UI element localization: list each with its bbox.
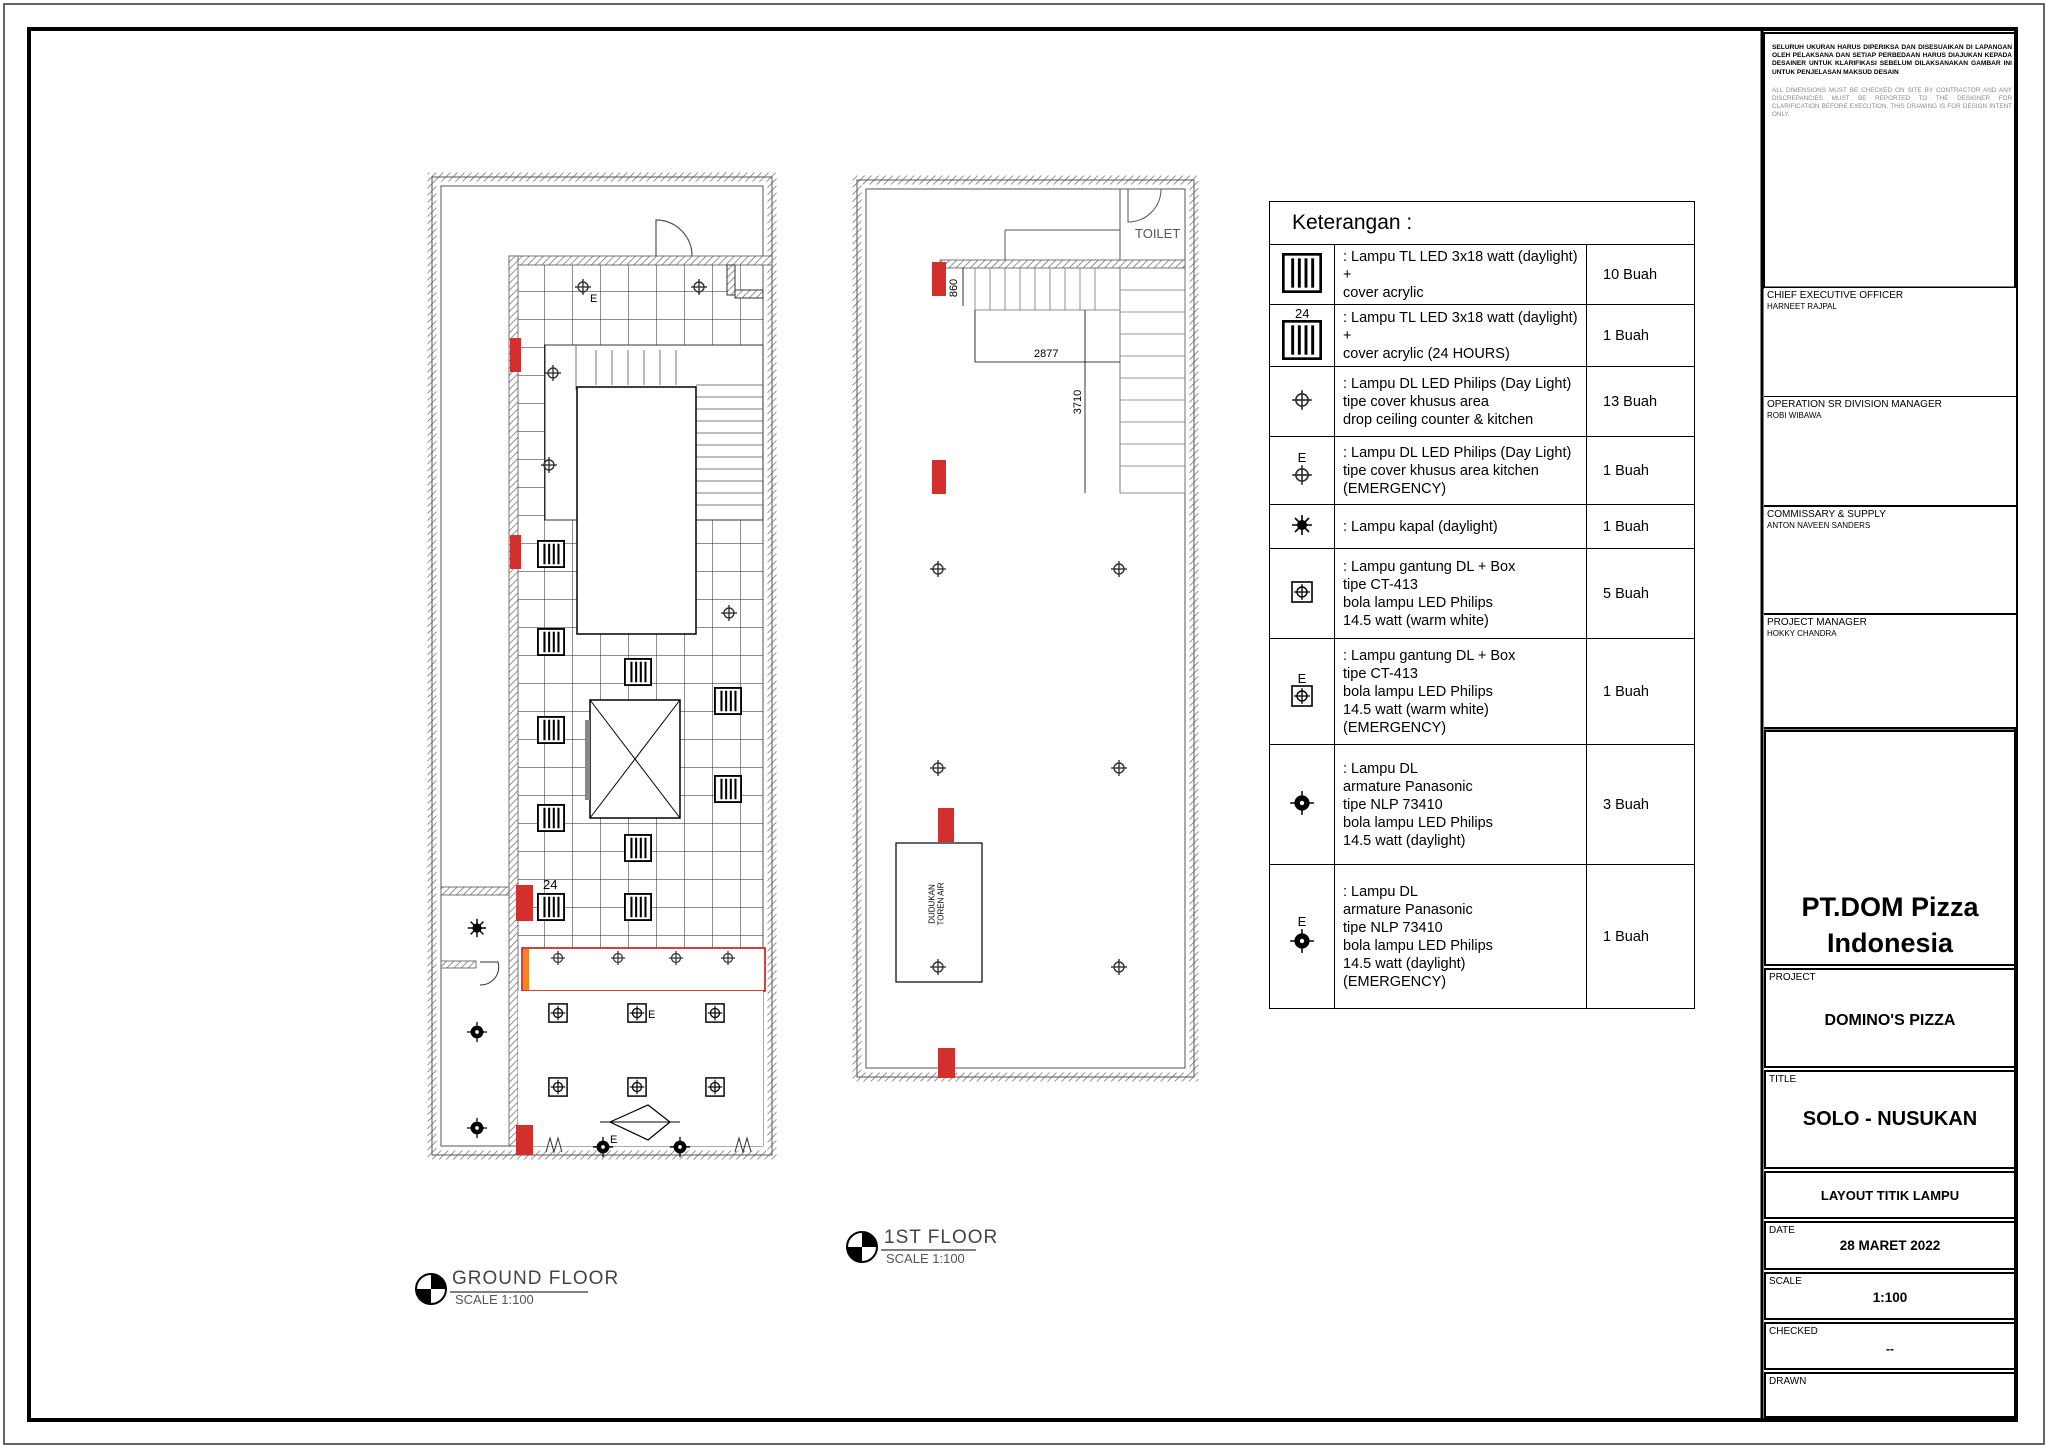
legend-description: : Lampu DL armature Panasonic tipe NLP 73410 bola lampu LED Philips 14.5 watt (daylight)	[1335, 745, 1587, 865]
legend-quantity: 1 Buah	[1587, 639, 1695, 745]
svg-text:24: 24	[543, 877, 558, 892]
pm-name: HOKKY CHANDRA	[1767, 629, 1837, 638]
legend-description: : Lampu gantung DL + Box tipe CT-413 bola lampu LED Philips 14.5 watt (warm white) (EMERGENCY)	[1335, 639, 1587, 745]
legend-marker: E	[1297, 670, 1307, 686]
first-floor-title: 1ST FLOOR	[884, 1227, 999, 1248]
checked-cell	[1764, 1322, 2016, 1370]
legend-icon-cell	[1270, 639, 1335, 745]
panasonic-dl-icon	[1289, 804, 1315, 820]
ceo-cell	[1764, 288, 2016, 396]
legend-description: : Lampu kapal (daylight)	[1335, 505, 1587, 549]
scale-value: 1:100	[1872, 1290, 1908, 1305]
legend-row	[1270, 549, 1695, 639]
legend-description: : Lampu DL LED Philips (Day Light) tipe cover khusus area kitchen (EMERGENCY)	[1335, 437, 1587, 505]
drawn-caption: DRAWN	[1769, 1376, 1807, 1387]
title-value: SOLO - NUSUKAN	[1802, 1108, 1978, 1130]
company-name: PT.DOM Pizza	[1801, 892, 1979, 922]
legend-icon-cell	[1270, 745, 1335, 865]
date-value: 28 MARET 2022	[1839, 1238, 1941, 1253]
dim-3710: 3710	[1072, 389, 1085, 415]
legend-icon-cell	[1270, 245, 1335, 305]
title-cell	[1764, 1070, 2016, 1169]
legend-table	[1269, 201, 1695, 1009]
legend-icon-cell	[1270, 367, 1335, 437]
ground-floor-scale: SCALE 1:100	[455, 1292, 534, 1307]
legend-icon-cell	[1270, 505, 1335, 549]
legend-icon-cell	[1270, 549, 1335, 639]
project-caption: PROJECT	[1769, 972, 1816, 983]
pendant-box-icon	[1291, 695, 1313, 711]
general-notes: SELURUH UKURAN HARUS DIPERIKSA DAN DISESUAIKAN DI LAPANGAN OLEH PELAKSANA DAN SETIAP PERBEDAAN HARUS DIAJUKAN KEPADA DESAINER UNTUK KLARIFIKASI SEBELUM DILAKSANAKAN GAMBAR INI UNTUK PENJELASAN MAKSUD DESAIN	[1772, 44, 2012, 76]
company-country: Indonesia	[1826, 928, 1954, 958]
legend-icon-cell	[1270, 865, 1335, 1009]
legend-quantity: 13 Buah	[1587, 367, 1695, 437]
pm-caption: PROJECT MANAGER	[1767, 617, 1867, 628]
legend-quantity: 10 Buah	[1587, 245, 1695, 305]
pendant-box-icon	[1291, 591, 1313, 607]
dim-2877: 2877	[1034, 348, 1059, 360]
legend-row	[1270, 245, 1695, 305]
legend-description: : Lampu TL LED 3x18 watt (daylight) + cover acrylic	[1335, 245, 1587, 305]
legend-quantity: 1 Buah	[1587, 505, 1695, 549]
first-floor-scale: SCALE 1:100	[886, 1251, 965, 1266]
ground-floor-plan	[432, 177, 772, 1157]
tl-led-icon	[1282, 348, 1322, 364]
ground-floor-title: GROUND FLOOR	[452, 1268, 620, 1289]
scale-cell	[1764, 1272, 2016, 1320]
checked-value: --	[1886, 1342, 1894, 1356]
sheet-name-cell	[1764, 1171, 2016, 1219]
legend-marker: E	[1297, 449, 1307, 465]
legend-row	[1270, 305, 1695, 367]
legend-row	[1270, 367, 1695, 437]
legend-rows	[1270, 245, 1695, 1009]
water-tank-label: DUDUKAN TOREN AIR	[927, 882, 946, 926]
toilet-label: TOILET	[1135, 226, 1181, 241]
dim-860: 860	[948, 278, 961, 298]
legend-icon-cell	[1270, 437, 1335, 505]
legend-description: : Lampu DL armature Panasonic tipe NLP 73410 bola lampu LED Philips 14.5 watt (daylight) (EMERGENCY)	[1335, 865, 1587, 1009]
legend-quantity: 1 Buah	[1587, 437, 1695, 505]
project-cell	[1764, 968, 2016, 1068]
legend-row	[1270, 639, 1695, 745]
ceo-name: HARNEET RAJPAL	[1767, 302, 1837, 311]
legend-quantity: 3 Buah	[1587, 745, 1695, 865]
legend-quantity: 1 Buah	[1587, 865, 1695, 1009]
osdm-caption: OPERATION SR DIVISION MANAGER	[1767, 399, 1942, 410]
company-cell	[1764, 730, 2016, 966]
legend-quantity: 5 Buah	[1587, 549, 1695, 639]
legend-row	[1270, 865, 1695, 1009]
first-floor-plan	[857, 180, 1194, 1078]
legend-marker: 24	[1295, 305, 1310, 321]
title-caption: TITLE	[1769, 1074, 1797, 1085]
date-caption: DATE	[1769, 1225, 1795, 1236]
svg-text:E: E	[610, 1134, 618, 1146]
tl-led-icon	[1282, 281, 1322, 297]
legend-description: : Lampu gantung DL + Box tipe CT-413 bola lampu LED Philips 14.5 watt (warm white)	[1335, 549, 1587, 639]
legend-title: Keterangan :	[1270, 202, 1695, 245]
ceo-caption: CHIEF EXECUTIVE OFFICER	[1767, 290, 1904, 301]
date-cell	[1764, 1221, 2016, 1270]
legend-marker: E	[1297, 913, 1307, 929]
panasonic-dl-icon	[1289, 942, 1315, 958]
pm-cell	[1764, 615, 2016, 727]
legend-quantity: 1 Buah	[1587, 305, 1695, 367]
scale-caption: SCALE	[1769, 1276, 1802, 1287]
osdm-cell	[1764, 397, 2016, 505]
commissary-caption: COMMISSARY & SUPPLY	[1767, 509, 1886, 520]
svg-text:E: E	[590, 293, 598, 305]
drawn-cell	[1764, 1372, 2016, 1418]
commissary-cell	[1764, 507, 2016, 613]
checked-caption: CHECKED	[1769, 1326, 1818, 1337]
ship-lamp-icon	[1290, 525, 1314, 541]
legend-description: : Lampu DL LED Philips (Day Light) tipe cover khusus area drop ceiling counter & kitchen	[1335, 367, 1587, 437]
downlight-icon	[1291, 399, 1313, 415]
downlight-icon	[1291, 474, 1313, 490]
general-notes-secondary: ALL DIMENSIONS MUST BE CHECKED ON SITE BY CONTRACTOR AND ANY DISCREPANCIES MUST BE REPORTED TO THE DESIGNER FOR CLARIFICATION BEFORE EXECUTION. THIS DRAWING IS FOR DESIGN INTENT ONLY.	[1772, 87, 2012, 118]
legend-row	[1270, 505, 1695, 549]
commissary-name: ANTON NAVEEN SANDERS	[1767, 521, 1871, 530]
legend-icon-cell	[1270, 305, 1335, 367]
project-value: DOMINO'S PIZZA	[1824, 1012, 1956, 1029]
legend-row	[1270, 437, 1695, 505]
osdm-name: ROBI WIBAWA	[1767, 411, 1822, 420]
sheet-name: LAYOUT TITIK LAMPU	[1820, 1188, 1960, 1203]
legend-row	[1270, 745, 1695, 865]
legend-description: : Lampu TL LED 3x18 watt (daylight) + cover acrylic (24 HOURS)	[1335, 305, 1587, 367]
svg-text:E: E	[648, 1009, 656, 1021]
